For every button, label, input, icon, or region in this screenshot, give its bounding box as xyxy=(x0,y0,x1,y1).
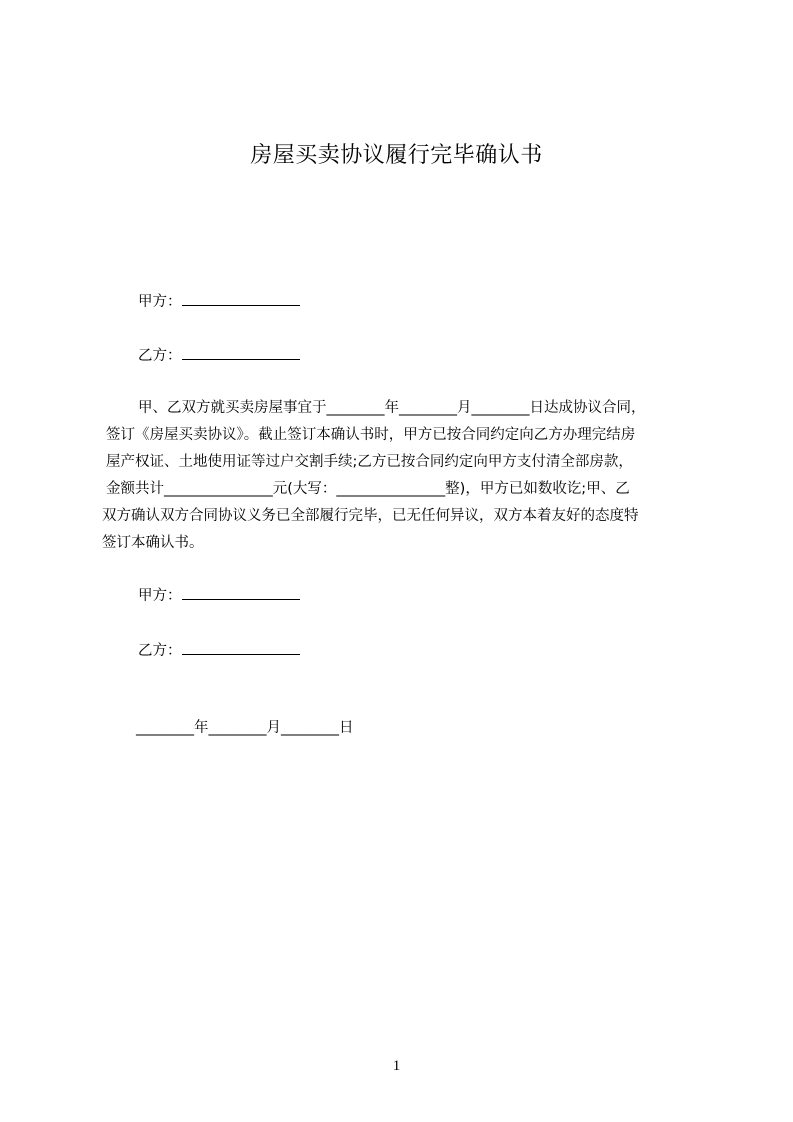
document-title: 房屋买卖协议履行完毕确认书 xyxy=(250,143,543,168)
party-b-blank xyxy=(182,345,300,360)
signature-party-b-label: 乙方： xyxy=(138,643,182,659)
body-line-3: 屋产权证、土地使用证等过户交割手续;乙方已按合同约定向甲方支付清全部房款， xyxy=(106,454,633,470)
party-a-line xyxy=(138,291,300,312)
page-number: 1 xyxy=(392,1058,401,1074)
body-line-1: 甲、乙双方就买卖房屋事宜于________年________月________日达成协议合同， xyxy=(138,400,646,416)
signature-party-a-blank xyxy=(182,585,300,600)
body-line-2: 签订《房屋买卖协议》。截止签订本确认书时，甲方已按合同约定向乙方办理完结房 xyxy=(106,427,636,443)
signature-party-a-label: 甲方： xyxy=(138,588,182,604)
party-b-line xyxy=(138,345,300,366)
party-a-blank xyxy=(182,291,300,306)
body-line-6: 签订本确认书。 xyxy=(102,535,204,551)
body-line-5: 双方确认双方合同协议义务已全部履行完毕，已无任何异议，双方本着友好的态度特 xyxy=(102,508,639,524)
signing-date: ________年________月________日 xyxy=(136,720,354,736)
party-b-label: 乙方： xyxy=(138,348,182,364)
signature-party-b-line xyxy=(138,640,300,661)
body-line-4: 金额共计_______________元(大写：_______________整)，甲方已如数收讫;甲、乙 xyxy=(106,481,630,497)
signature-party-b-blank xyxy=(182,640,300,655)
signature-party-a-line xyxy=(138,585,300,606)
party-a-label: 甲方： xyxy=(138,294,182,310)
